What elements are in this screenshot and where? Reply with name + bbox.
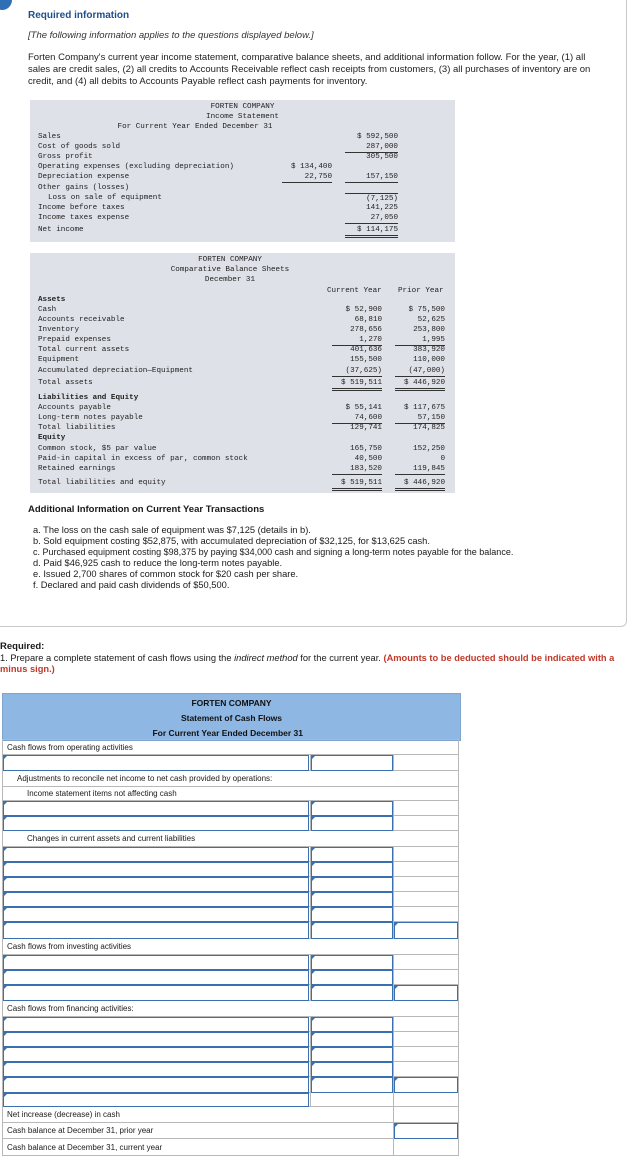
additional-item: a. The loss on the cash sale of equipment was $7,125 (details in b). bbox=[33, 525, 311, 535]
required-emphasis: indirect method bbox=[234, 653, 298, 663]
is-row-label: Income taxes expense bbox=[38, 214, 130, 222]
cf-description-input[interactable] bbox=[3, 1077, 309, 1093]
bs-prior-value: 383,920 bbox=[413, 346, 445, 354]
bs-row-label: Retained earnings bbox=[38, 465, 116, 473]
cf-row bbox=[2, 831, 459, 847]
bs-current-value: $ 55,141 bbox=[345, 404, 382, 412]
bs-row-label: Inventory bbox=[38, 326, 80, 334]
cf-amount-input[interactable] bbox=[311, 801, 393, 816]
cf-amount-input[interactable] bbox=[311, 922, 393, 939]
cf-row bbox=[2, 907, 459, 922]
cf-col-divider bbox=[393, 847, 394, 861]
bs-row-label: Accumulated depreciation—Equipment bbox=[38, 367, 193, 375]
is-title: Income Statement bbox=[206, 113, 279, 121]
cf-amount-input[interactable] bbox=[311, 907, 393, 922]
bs-row-label: Total liabilities bbox=[38, 424, 116, 432]
bs-current-value: $ 519,511 bbox=[332, 478, 382, 491]
is-period: For Current Year Ended December 31 bbox=[117, 123, 273, 131]
cf-description-input[interactable] bbox=[3, 892, 309, 907]
bs-row-label: Liabilities and Equity bbox=[38, 394, 139, 402]
cf-amount-input[interactable] bbox=[311, 1077, 393, 1093]
bs-prior-value: 152,250 bbox=[413, 445, 445, 453]
cf-description-input[interactable] bbox=[3, 1047, 309, 1062]
bs-prior-value: $ 75,500 bbox=[408, 306, 445, 314]
cf-row bbox=[2, 801, 459, 816]
required-text bbox=[0, 653, 630, 675]
bs-prior-value: (47,000) bbox=[395, 366, 445, 377]
is-row-value: 287,000 bbox=[345, 142, 398, 153]
bs-col-current: Current Year bbox=[327, 287, 382, 295]
cf-row-label: Cash flows from financing activities: bbox=[7, 1004, 134, 1013]
cf-description-input[interactable] bbox=[3, 755, 309, 771]
bs-prior-value: 57,150 bbox=[395, 413, 445, 424]
cf-row-label: Income statement items not affecting cash bbox=[27, 789, 177, 798]
cf-row bbox=[2, 1139, 459, 1156]
cf-row bbox=[2, 1017, 459, 1032]
cf-description-input[interactable] bbox=[3, 907, 309, 922]
cf-row bbox=[2, 739, 459, 755]
cf-amount-input[interactable] bbox=[311, 1017, 393, 1032]
bs-row-label: Paid-in capital in excess of par, common stock bbox=[38, 455, 248, 463]
additional-item: e. Issued 2,700 shares of common stock for $20 cash per share. bbox=[33, 569, 299, 579]
bs-current-value: $ 52,900 bbox=[345, 306, 382, 314]
cf-col-divider bbox=[393, 1062, 394, 1076]
cf-description-input[interactable] bbox=[3, 1017, 309, 1032]
is-row-value: 157,150 bbox=[345, 172, 398, 183]
cf-col-divider bbox=[393, 955, 394, 969]
cf-row bbox=[2, 1062, 459, 1077]
bs-row-label: Total liabilities and equity bbox=[38, 479, 166, 487]
cf-description-input[interactable] bbox=[3, 970, 309, 985]
required-heading: Required: bbox=[0, 641, 45, 652]
is-row-mid-value: 22,750 bbox=[282, 172, 332, 183]
bs-row-label: Accounts payable bbox=[38, 404, 111, 412]
is-row-value: $ 592,500 bbox=[356, 133, 398, 141]
cf-amount-input[interactable] bbox=[311, 955, 393, 970]
cf-description-input[interactable] bbox=[3, 816, 309, 831]
cf-amount-input[interactable] bbox=[311, 755, 393, 771]
cf-col-divider bbox=[393, 877, 394, 891]
cf-amount-input[interactable] bbox=[311, 862, 393, 877]
cf-col-divider bbox=[393, 970, 394, 984]
cf-row bbox=[2, 1047, 459, 1062]
cf-col-divider bbox=[393, 755, 394, 770]
cf-description-input[interactable] bbox=[3, 985, 309, 1001]
cf-row bbox=[2, 786, 459, 801]
intro-paragraph: Forten Company's current year income statement, comparative balance sheets, and additional information follow. For the year, (1) all sales are credit sales, (2) all credits to Accounts Receivable reflect cash receipts from customers, (3) all purchases of inventory are on credit, and (4) all debits to Accounts Payable reflect cash payments for inventory. bbox=[28, 52, 591, 87]
bs-current-value: 401,636 bbox=[350, 346, 382, 354]
cf-row bbox=[2, 1123, 459, 1139]
cf-description-input[interactable] bbox=[3, 1093, 309, 1107]
bs-current-value: (37,625) bbox=[332, 366, 382, 377]
bs-prior-value: $ 446,920 bbox=[395, 478, 445, 491]
cf-period: For Current Year Ended December 31 bbox=[152, 728, 303, 738]
cf-amount-input[interactable] bbox=[311, 816, 393, 831]
cf-row bbox=[2, 1032, 459, 1047]
bs-prior-value: 0 bbox=[440, 455, 445, 463]
bs-current-value: $ 519,511 bbox=[332, 378, 382, 391]
additional-item: f. Declared and paid cash dividends of $50,500. bbox=[33, 580, 230, 590]
bs-row-label: Long-term notes payable bbox=[38, 414, 143, 422]
bs-current-value: 1,270 bbox=[332, 335, 382, 346]
bs-current-value: 278,656 bbox=[350, 326, 382, 334]
cf-row-label: Adjustments to reconcile net income to net cash provided by operations: bbox=[17, 774, 273, 783]
cf-col-divider bbox=[393, 1017, 394, 1031]
cf-row bbox=[2, 847, 459, 862]
is-row-label: Sales bbox=[38, 133, 61, 141]
bs-company: FORTEN COMPANY bbox=[198, 256, 262, 264]
bs-current-value: 74,600 bbox=[332, 413, 382, 424]
income-statement bbox=[30, 100, 455, 242]
bs-current-value: 68,810 bbox=[354, 316, 382, 324]
cf-row bbox=[2, 862, 459, 877]
bs-row-label: Total assets bbox=[38, 379, 93, 387]
cf-row bbox=[2, 755, 459, 771]
cf-col-divider bbox=[310, 1093, 311, 1106]
cf-amount-input[interactable] bbox=[311, 970, 393, 985]
cf-amount-input[interactable] bbox=[311, 1032, 393, 1047]
bs-row-label: Cash bbox=[38, 306, 57, 314]
cf-row bbox=[2, 970, 459, 985]
is-row-label: Other gains (losses) bbox=[38, 184, 130, 192]
cf-description-input[interactable] bbox=[3, 922, 309, 939]
bs-current-value: 40,500 bbox=[354, 455, 382, 463]
cf-row bbox=[2, 939, 459, 955]
cf-amount-input[interactable] bbox=[311, 892, 393, 907]
bs-prior-value: 119,845 bbox=[395, 464, 445, 475]
cf-row-label: Cash balance at December 31, current year bbox=[7, 1143, 163, 1152]
is-row-label: Loss on sale of equipment bbox=[48, 194, 162, 202]
bs-current-value: 165,750 bbox=[350, 445, 382, 453]
cf-col-divider bbox=[393, 862, 394, 876]
bs-row-label: Accounts receivable bbox=[38, 316, 125, 324]
is-row-value: 141,225 bbox=[366, 204, 398, 212]
bs-prior-value: $ 446,920 bbox=[395, 378, 445, 391]
cf-row bbox=[2, 877, 459, 892]
cf-company: FORTEN COMPANY bbox=[191, 698, 272, 708]
cf-row-label: Net increase (decrease) in cash bbox=[7, 1110, 120, 1119]
cf-amount-input[interactable] bbox=[311, 877, 393, 892]
cf-row-label: Cash flows from investing activities bbox=[7, 942, 132, 951]
cf-description-input[interactable] bbox=[3, 955, 309, 970]
cf-total-input[interactable] bbox=[394, 985, 458, 1001]
additional-item: c. Purchased equipment costing $98,375 by paying $34,000 cash and signing a long-term notes payable for the balance. bbox=[33, 547, 514, 557]
cf-row bbox=[2, 816, 459, 831]
balance-sheet bbox=[30, 253, 455, 493]
bs-prior-value: 1,995 bbox=[395, 335, 445, 346]
cf-amount-input[interactable] bbox=[311, 1047, 393, 1062]
cf-description-input[interactable] bbox=[3, 1032, 309, 1047]
cf-row bbox=[2, 1001, 459, 1017]
cf-row bbox=[2, 771, 459, 787]
cf-row bbox=[2, 1093, 459, 1107]
cf-col-divider bbox=[393, 801, 394, 815]
bs-row-label: Equipment bbox=[38, 356, 80, 364]
cf-row bbox=[2, 955, 459, 970]
bs-title: Comparative Balance Sheets bbox=[170, 266, 290, 274]
cf-row bbox=[2, 985, 459, 1001]
cf-row bbox=[2, 1107, 459, 1123]
is-row-label: Net income bbox=[38, 226, 84, 234]
cf-row-label: Cash flows from operating activities bbox=[7, 743, 133, 752]
cash-flow-header bbox=[2, 693, 461, 741]
cf-col-divider bbox=[393, 1047, 394, 1061]
cf-description-input[interactable] bbox=[3, 877, 309, 892]
cf-title: Statement of Cash Flows bbox=[180, 713, 283, 723]
cf-col-divider bbox=[393, 1093, 394, 1106]
is-row-label: Operating expenses (excluding depreciation) bbox=[38, 163, 234, 171]
is-row-label: Depreciation expense bbox=[38, 173, 130, 181]
cf-description-input[interactable] bbox=[3, 847, 309, 862]
is-row-value: 305,500 bbox=[366, 153, 398, 161]
bs-row-label: Assets bbox=[38, 296, 66, 304]
bs-col-prior: Prior Year bbox=[398, 287, 444, 295]
bs-row-label: Total current assets bbox=[38, 346, 130, 354]
cf-total-input[interactable] bbox=[394, 922, 458, 939]
info-note: [The following information applies to the questions displayed below.] bbox=[28, 30, 314, 41]
bs-row-label: Prepaid expenses bbox=[38, 336, 111, 344]
bs-prior-value: 52,625 bbox=[417, 316, 445, 324]
bs-current-value: 129,741 bbox=[350, 424, 382, 432]
bs-prior-value: 253,800 bbox=[413, 326, 445, 334]
required-red-note: (Amounts to be deducted should be indicated with a minus sign.) bbox=[0, 653, 615, 674]
cf-col-divider bbox=[393, 1107, 394, 1122]
bs-current-value: 155,500 bbox=[350, 356, 382, 364]
cf-col-divider bbox=[393, 1139, 394, 1155]
bs-row-label: Common stock, $5 par value bbox=[38, 445, 157, 453]
cf-description-input[interactable] bbox=[3, 862, 309, 877]
info-badge-icon bbox=[0, 0, 12, 10]
cf-amount-input[interactable] bbox=[311, 847, 393, 862]
additional-title: Additional Information on Current Year Transactions bbox=[28, 504, 265, 515]
is-row-value: 27,050 bbox=[345, 213, 398, 224]
required-instruction: 1. Prepare a complete statement of cash flows using the indirect method for the current year. bbox=[0, 653, 381, 663]
cf-col-divider bbox=[393, 1032, 394, 1046]
section-title: Required information bbox=[28, 10, 130, 21]
bs-date: December 31 bbox=[204, 276, 256, 284]
cf-col-divider bbox=[393, 907, 394, 921]
cf-row bbox=[2, 922, 459, 939]
bs-prior-value: 110,000 bbox=[413, 356, 445, 364]
cf-prior-balance-input[interactable] bbox=[394, 1123, 458, 1139]
cf-amount-input[interactable] bbox=[311, 985, 393, 1001]
cf-amount-input[interactable] bbox=[311, 1062, 393, 1077]
bs-current-value: 183,520 bbox=[332, 464, 382, 475]
bs-prior-value: $ 117,675 bbox=[403, 404, 445, 412]
is-company: FORTEN COMPANY bbox=[210, 103, 275, 111]
cf-col-divider bbox=[393, 892, 394, 906]
cf-row bbox=[2, 1077, 459, 1093]
bs-prior-value: 174,825 bbox=[413, 424, 445, 432]
cf-row-label: Changes in current assets and current liabilities bbox=[27, 834, 196, 843]
is-row-label: Income before taxes bbox=[38, 204, 125, 212]
cf-total-input[interactable] bbox=[394, 1077, 458, 1093]
is-row-value: (7,125) bbox=[345, 193, 398, 204]
bs-row-label: Equity bbox=[38, 434, 66, 442]
is-row-value: $ 114,175 bbox=[345, 225, 398, 238]
cf-description-input[interactable] bbox=[3, 801, 309, 816]
additional-item: b. Sold equipment costing $52,875, with accumulated depreciation of $32,125, for $13,625 cash. bbox=[33, 536, 430, 546]
cf-row bbox=[2, 892, 459, 907]
cf-description-input[interactable] bbox=[3, 1062, 309, 1077]
is-row-label: Gross profit bbox=[38, 153, 93, 161]
is-row-label: Cost of goods sold bbox=[38, 143, 121, 151]
additional-item: d. Paid $46,925 cash to reduce the long-term notes payable. bbox=[33, 558, 283, 568]
cf-row-label: Cash balance at December 31, prior year bbox=[7, 1126, 154, 1135]
is-row-mid-value: $ 134,400 bbox=[290, 163, 332, 171]
cf-col-divider bbox=[393, 816, 394, 830]
